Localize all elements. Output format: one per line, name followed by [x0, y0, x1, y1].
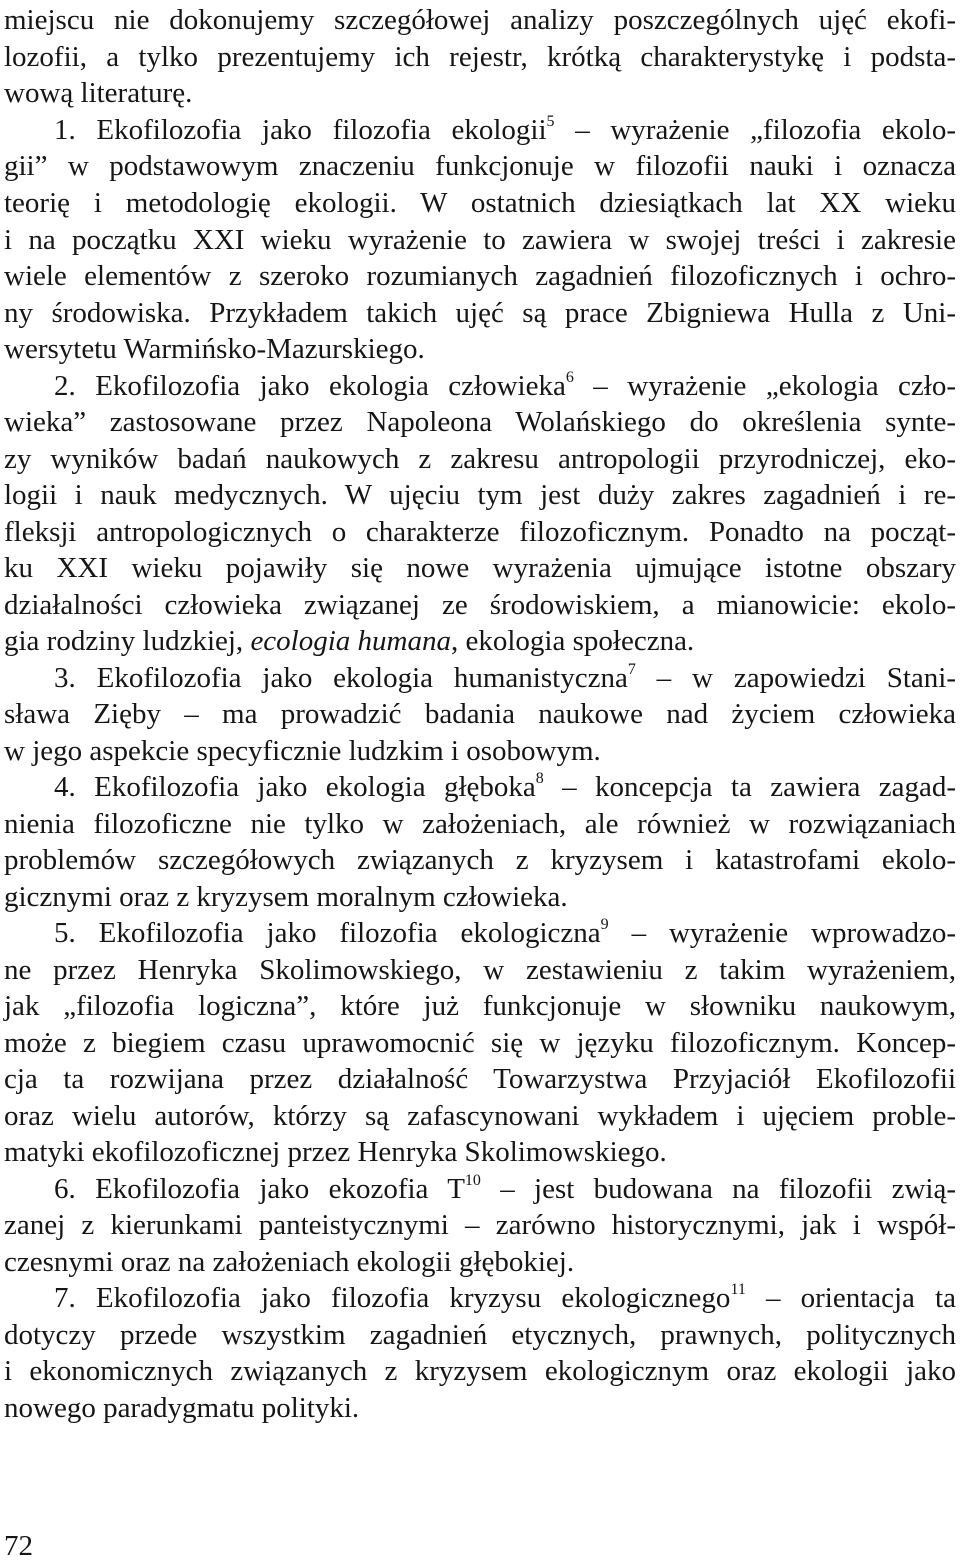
text-line: nowego paradygmatu polityki. — [4, 1392, 360, 1424]
footnote-ref: 8 — [535, 770, 544, 788]
text-line: cja ta rozwijana przez działalność Towarzystwa Przyjaciół Ekofilozofii — [4, 1063, 956, 1095]
text-line: ny środowiska. Przykładem takich ujęć są prace Zbigniewa Hulla z Uni- — [4, 297, 956, 329]
text-line: 3. Ekofilozofia jako ekologia humanistyczna$^7$ – w zapowiedzi Stani- — [54, 661, 956, 694]
text-line: problemów szczegółowych związanych z kryzysem i katastrofami ekolo- — [4, 844, 956, 876]
text-line: nienia filozoficzne nie tylko w założeniach, ale również w rozwiązaniach — [4, 808, 956, 840]
text-line: 2. Ekofilozofia jako ekologia człowieka$^6$ – wyrażenie „ekologia czło- — [54, 369, 956, 402]
text-line: 1. Ekofilozofia jako filozofia ekologii$^5$ – wyrażenie „filozofia ekolo- — [54, 113, 956, 146]
footnote-ref: 10 — [464, 1172, 481, 1190]
text-line: ku XXI wieku pojawiły się nowe wyrażenia ujmujące istotne obszary — [4, 552, 956, 584]
text-line: gia rodziny ludzkiej, ecologia humana, ekologia społeczna. — [4, 625, 695, 657]
text-line: matyki ekofilozoficznej przez Henryka Skolimowskiego. — [4, 1136, 667, 1168]
text-line: zy wyników badań naukowych z zakresu antropologii przyrodniczej, eko- — [4, 443, 956, 475]
text-line: 6. Ekofilozofia jako ekozofia $T^{10}$ – jest budowana na filozofii zwią- — [54, 1172, 956, 1205]
footnote-ref: 7 — [627, 661, 636, 679]
text-line: 4. Ekofilozofia jako ekologia głęboka$^8$ – koncepcja ta zawiera zagad- — [54, 770, 957, 803]
footnote-ref: 11 — [730, 1281, 746, 1299]
text-line: czesnymi oraz na założeniach ekologii głębokiej. — [4, 1246, 575, 1278]
text-line: jak „filozofia logiczna”, które już funkcjonuje w słowniku naukowym, — [4, 990, 956, 1022]
footnote-ref: 5 — [546, 113, 555, 131]
page-number: 72 — [4, 1530, 33, 1562]
text-line: w jego aspekcie specyficznie ludzkim i osobowym. — [4, 735, 601, 767]
text-line: wiele elementów z szeroko rozumianych zagadnień filozoficznych i ochro- — [4, 260, 956, 292]
text-line: może z biegiem czasu uprawomocnić się w języku filozoficznym. Koncep- — [4, 1027, 956, 1059]
text-line: miejscu nie dokonujemy szczegółowej analizy poszczególnych ujęć ekofi- — [4, 4, 956, 36]
text-line: wieka” zastosowane przez Napoleona Wolańskiego do określenia synte- — [4, 406, 956, 438]
text-line: i ekonomicznych związanych z kryzysem ekologicznym oraz ekologii jako — [4, 1355, 956, 1387]
footnote-ref: 6 — [565, 369, 574, 387]
text-line: fleksji antropologicznych o charakterze filozoficznym. Ponadto na począt- — [4, 516, 956, 548]
italic-term: ecologia humana — [250, 625, 451, 657]
text-line: sława Zięby – ma prowadzić badania naukowe nad życiem człowieka — [4, 698, 956, 730]
footnote-ref: 9 — [600, 916, 609, 934]
text-line: działalności człowieka związanej ze środowiskiem, a mianowicie: ekolo- — [4, 589, 956, 621]
text-line: 5. Ekofilozofia jako filozofia ekologiczna$^9$ – wyrażenie wprowadzo- — [54, 916, 956, 949]
text-line: dotyczy przede wszystkim zagadnień etycznych, prawnych, politycznych — [4, 1319, 956, 1351]
text-line: gii” w podstawowym znaczeniu funkcjonuje w filozofii nauki i oznacza — [4, 150, 956, 182]
text-line: wową literaturę. — [4, 77, 193, 109]
text-line: zanej z kierunkami panteistycznymi – zarówno historycznymi, jak i współ- — [4, 1209, 956, 1241]
text-line: wersytetu Warmińsko-Mazurskiego. — [4, 333, 425, 365]
text-line: oraz wielu autorów, którzy są zafascynowani wykładem i ujęciem proble- — [4, 1100, 956, 1132]
text-line: gicznymi oraz z kryzysem moralnym człowieka. — [4, 881, 568, 913]
text-line: logii i nauk medycznych. W ujęciu tym jest duży zakres zagadnień i re- — [4, 479, 956, 511]
text-line: ne przez Henryka Skolimowskiego, w zestawieniu z takim wyrażeniem, — [4, 954, 956, 986]
text-line: 7. Ekofilozofia jako filozofia kryzysu ekologicznego$^{11}$ – orientacja ta — [54, 1281, 956, 1314]
text-line: teorię i metodologię ekologii. W ostatnich dziesiątkach lat XX wieku — [4, 187, 956, 219]
text-line: lozofii, a tylko prezentujemy ich rejestr, krótką charakterystykę i podsta- — [4, 41, 956, 73]
text-line: i na początku XXI wieku wyrażenie to zawiera w swojej treści i zakresie — [4, 224, 956, 256]
